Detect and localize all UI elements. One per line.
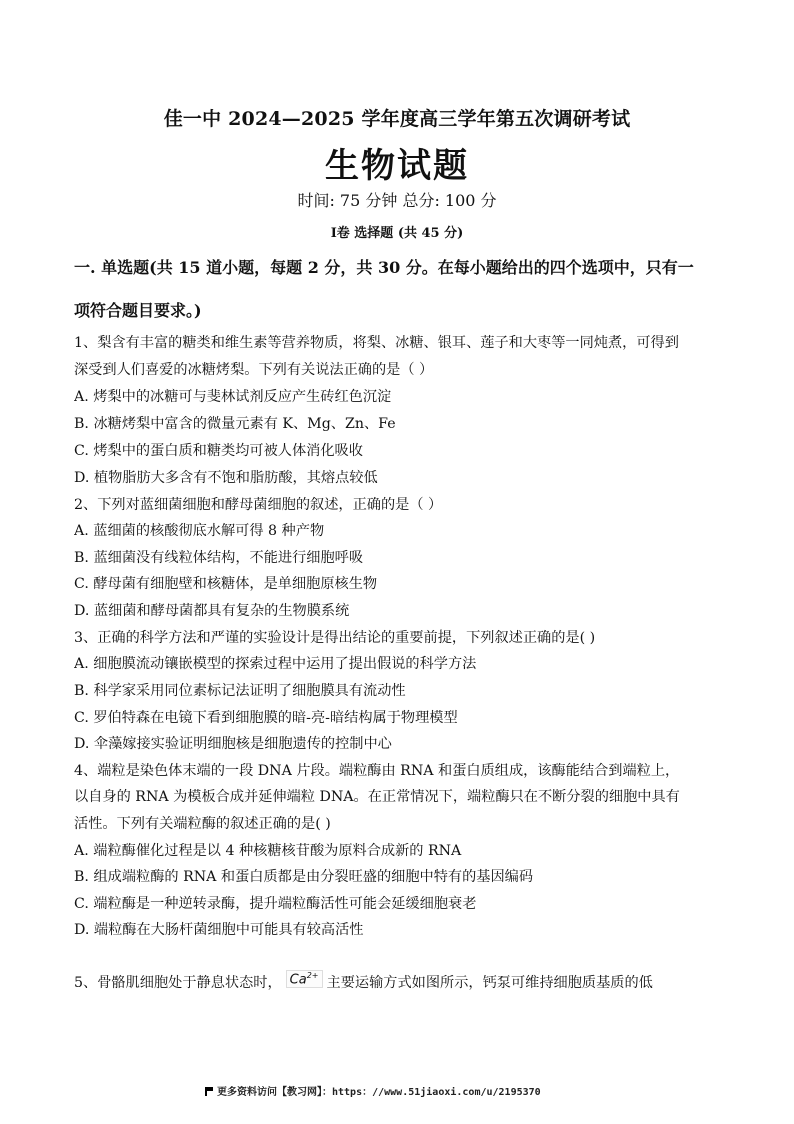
question-4-option-a: A. 端粒酶催化过程是以 4 种核糖核苷酸为原料合成新的 RNA (74, 843, 462, 859)
question-1-option-d: D. 植物脂肪大多含有不饱和脂肪酸，其熔点较低 (74, 470, 378, 486)
instructions-line-2: 项符合题目要求。) (74, 301, 202, 320)
question-4-stem-line-1: 4、端粒是染色体末端的一段 DNA 片段。端粒酶由 RNA 和蛋白质组成，该酶能结合到端粒上， (74, 763, 680, 779)
question-1-stem-line-1: 1、梨含有丰富的糖类和维生素等营养物质，将梨、冰糖、银耳、莲子和大枣等一同炖煮，可得到 (74, 335, 679, 351)
question-3-option-b: B. 科学家采用同位素标记法证明了细胞膜具有流动性 (74, 683, 406, 699)
question-1-option-a: A. 烤梨中的冰糖可与斐林试剂反应产生砖红色沉淀 (74, 389, 392, 405)
exam-title: 佳一中 2024—2025 学年度高三学年第五次调研考试 (163, 108, 631, 130)
question-2-option-a: A. 蓝细菌的核酸彻底水解可得 8 种产物 (74, 523, 325, 539)
question-4-option-b: B. 组成端粒酶的 RNA 和蛋白质都是由分裂旺盛的细胞中特有的基因编码 (74, 869, 534, 885)
question-4-option-c: C. 端粒酶是一种逆转录酶，提升端粒酶活性可能会延缓细胞衰老 (74, 896, 477, 912)
calcium-charge: 2+ (306, 970, 319, 980)
question-4-stem-line-3: 活性。下列有关端粒酶的叙述正确的是( ) (74, 816, 331, 832)
question-5-text-after: 主要运输方式如图所示，钙泵可维持细胞质基质的低 (326, 975, 653, 991)
question-1-option-c: C. 烤梨中的蛋白质和糖类均可被人体消化吸收 (74, 443, 363, 459)
question-4-option-d: D. 端粒酶在大肠杆菌细胞中可能具有较高活性 (74, 922, 364, 938)
question-5-stem-line-1 (74, 972, 726, 992)
question-2-option-d: D. 蓝细菌和酵母菌都具有复杂的生物膜系统 (74, 603, 350, 619)
footer-link[interactable] (205, 1083, 541, 1098)
question-1-option-b: B. 冰糖烤梨中富含的微量元素有 K、Mg、Zn、Fe (74, 416, 396, 432)
section-label: Ⅰ卷 选择题 (共 45 分) (330, 226, 464, 241)
calcium-symbol: Ca (289, 972, 307, 987)
question-5-text-before: 5、骨骼肌细胞处于静息状态时， (74, 975, 282, 991)
subject-title: 生物试题 (325, 146, 469, 186)
instructions-line-1: 一. 单选题(共 15 道小题，每题 2 分，共 30 分。在每小题给出的四个选项中，只有一 (74, 258, 694, 277)
question-4-stem-line-2: 以自身的 RNA 为模板合成并延伸端粒 DNA。在正常情况下，端粒酶只在不断分裂的细胞中具有 (74, 789, 680, 805)
footer-text: 更多资料访问【教习网】：https：//www.51jiaoxi.com/u/2195370 (217, 1087, 541, 1098)
question-3-option-d: D. 伞藻嫁接实验证明细胞核是细胞遗传的控制中心 (74, 736, 392, 752)
question-1-stem-line-2: 深受到人们喜爱的冰糖烤梨。下列有关说法正确的是（ ） (74, 362, 434, 378)
flag-icon (205, 1087, 213, 1095)
question-3-option-c: C. 罗伯特森在电镜下看到细胞膜的暗-亮-暗结构属于物理模型 (74, 710, 458, 726)
question-2-stem-line-1: 2、下列对蓝细菌细胞和酵母菌细胞的叙述，正确的是（ ） (74, 497, 443, 513)
calcium-ion-formula (286, 970, 323, 988)
question-2-option-b: B. 蓝细菌没有线粒体结构，不能进行细胞呼吸 (74, 550, 364, 566)
time-score: 时间: 75 分钟 总分: 100 分 (297, 191, 497, 210)
question-3-option-a: A. 细胞膜流动镶嵌模型的探索过程中运用了提出假说的科学方法 (74, 656, 477, 672)
question-2-option-c: C. 酵母菌有细胞壁和核糖体，是单细胞原核生物 (74, 576, 378, 592)
question-3-stem-line-1: 3、正确的科学方法和严谨的实验设计是得出结论的重要前提，下列叙述正确的是( ) (74, 630, 596, 646)
